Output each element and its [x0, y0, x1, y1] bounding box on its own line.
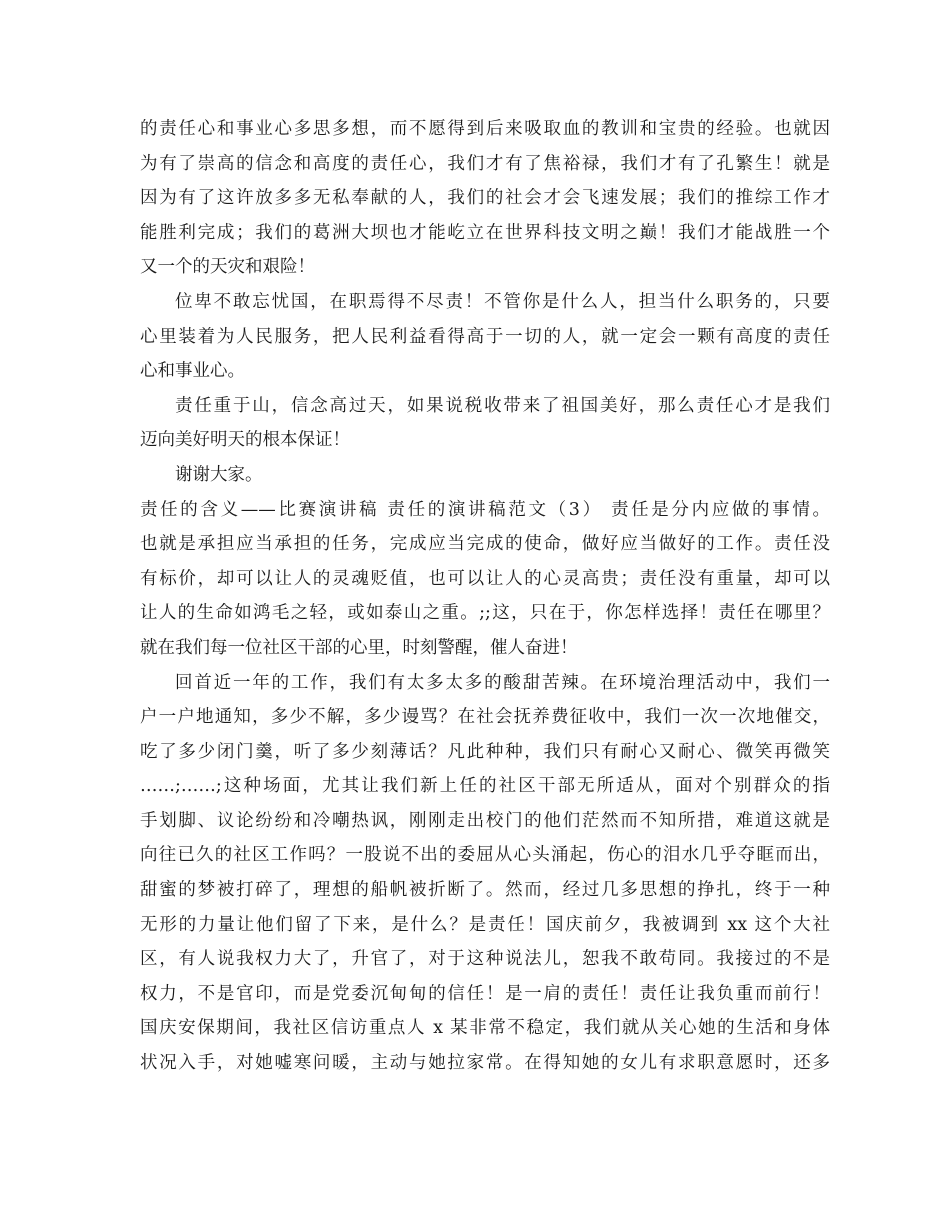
text-line: 迈向美好明天的根本保证！	[140, 430, 350, 451]
text-line: 责任重于山，信念高过天，如果说税收带来了祖国美好，那么责任心才是我们	[175, 395, 830, 416]
text-line: 向往已久的社区工作吗？一股说不出的委屈从心头涌起，伤心的泪水几乎夺眶而出，	[140, 845, 830, 866]
text-line: 也就是承担应当承担的任务，完成应当完成的使命，做好应当做好的工作。责任没	[140, 534, 830, 555]
text-line: 能胜利完成；我们的葛洲大坝也才能屹立在世界科技文明之巅！我们才能战胜一个	[140, 222, 830, 243]
text-line: 又一个的天灾和艰险！	[140, 257, 315, 278]
text-line: 的责任心和事业心多思多想，而不愿得到后来吸取血的教训和宝贵的经验。也就因	[140, 119, 830, 139]
text-line: 位卑不敢忘忧国，在职焉得不尽责！不管你是什么人，担当什么职务的，只要	[175, 291, 830, 312]
text-line: 状况入手，对她嘘寒问暖，主动与她拉家常。在得知她的女儿有求职意愿时，还多	[140, 1053, 830, 1074]
text-line: 心和事业心。	[140, 361, 245, 382]
document-body	[140, 112, 830, 1081]
text-line: 手划脚、议论纷纷和冷嘲热讽，刚刚走出校门的他们茫然而不知所措，难道这就是	[140, 810, 830, 831]
text-line: 区，有人说我权力大了，升官了，对于这种说法儿，恕我不敢苟同。我接过的不是	[140, 949, 830, 970]
text-line: 责任的含义——比赛演讲稿 责任的演讲稿范文（3） 责任是分内应做的事情。	[140, 499, 830, 520]
text-line: 为有了崇高的信念和高度的责任心，我们才有了焦裕禄，我们才有了孔繁生！就是	[140, 153, 830, 174]
text-line: 因为有了这许放多多无私奉献的人，我们的社会才会飞速发展；我们的推综工作才	[140, 188, 830, 209]
text-line: 就在我们每一位社区干部的心里，时刻警醒，催人奋进！	[140, 637, 578, 658]
text-line: 谢谢大家。	[175, 464, 263, 485]
text-line: 吃了多少闭门羹，听了多少刻薄话？凡此种种，我们只有耐心又耐心、微笑再微笑	[140, 741, 830, 762]
text-line: 甜蜜的梦被打碎了，理想的船帆被折断了。然而，经过几多思想的挣扎，终于一种	[140, 880, 830, 901]
text-line: ……;……;这种场面，尤其让我们新上任的社区干部无所适从，面对个别群众的指	[140, 776, 830, 797]
text-line: 国庆安保期间，我社区信访重点人 x 某非常不稳定，我们就从关心她的生活和身体	[140, 1018, 830, 1039]
text-line: 回首近一年的工作，我们有太多太多的酸甜苦辣。在环境治理活动中，我们一	[175, 672, 830, 693]
text-line: 户一户地通知，多少不解，多少谩骂？在社会抚养费征收中，我们一次一次地催交，	[140, 707, 830, 728]
text-line: 无形的力量让他们留了下来，是什么？是责任！国庆前夕，我被调到 xx 这个大社	[140, 914, 830, 935]
text-line: 权力，不是官印，而是党委沉甸甸的信任！是一肩的责任！责任让我负重而前行！	[140, 983, 830, 1004]
text-line: 心里装着为人民服务，把人民利益看得高于一切的人，就一定会一颗有高度的责任	[140, 326, 830, 347]
text-line: 有标价，却可以让人的灵魂贬值，也可以让人的心灵高贵；责任没有重量，却可以	[140, 568, 830, 589]
text-line: 让人的生命如鸿毛之轻，或如泰山之重。;;这，只在于，你怎样选择！责任在哪里？	[140, 603, 830, 624]
